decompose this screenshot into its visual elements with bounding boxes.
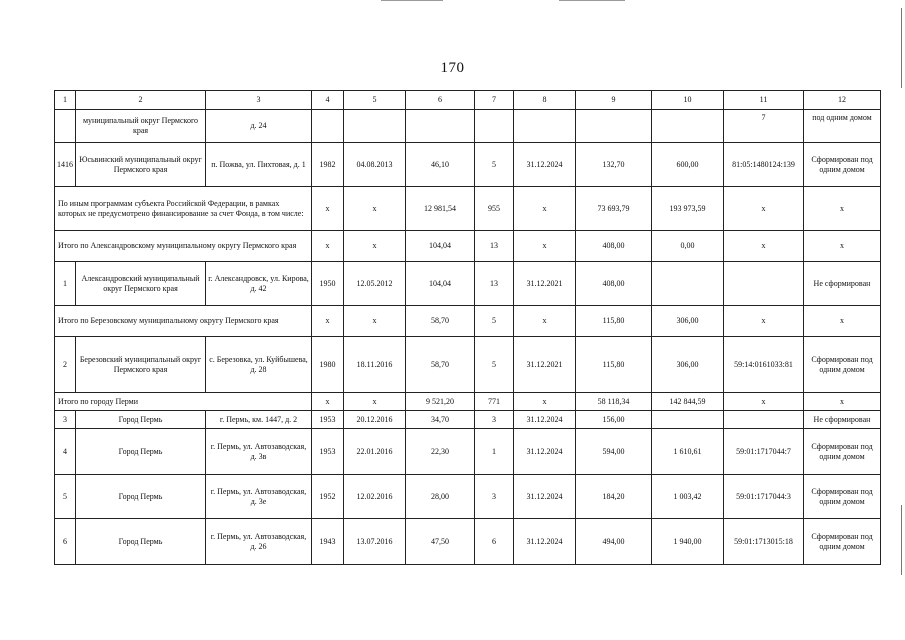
cell-c4: 1953 [312,411,344,429]
cell-c6: 58,70 [406,306,475,337]
cell-c11: 59:01:1717044:7 [724,429,804,475]
cell-c5: x [344,306,406,337]
cell-c7 [475,110,514,143]
cell-c12: x [804,306,881,337]
cell-c1: 2 [55,337,76,393]
cell-c4: 1950 [312,262,344,306]
cell-c5 [344,110,406,143]
cell-c2: Город Пермь [76,429,206,475]
table-row [55,411,881,429]
cell-c8: 31.12.2024 [514,519,576,565]
cell-c2: Город Пермь [76,519,206,565]
cell-c6 [406,110,475,143]
cell-c6: 22,30 [406,429,475,475]
cell-c9: 594,00 [576,429,652,475]
header-cell: 3 [206,91,312,110]
cell-c11: 59:14:0161033:81 [724,337,804,393]
cell-c6: 47,50 [406,519,475,565]
cell-c6: 104,04 [406,231,475,262]
cell-c1: 3 [55,411,76,429]
cell-c11: 59:01:1713015:18 [724,519,804,565]
cell-c3: п. Пожва, ул. Пихтовая, д. 1 [206,143,312,187]
cell-c11 [724,262,804,306]
data-table [54,90,881,565]
cell-c7: 955 [475,187,514,231]
summary-row [55,187,881,231]
cell-c12: Сформирован под одним домом [804,143,881,187]
cell-c9: 494,00 [576,519,652,565]
cell-c12: Не сформирован [804,411,881,429]
cell-c7: 3 [475,411,514,429]
cell-c1: 1416 [55,143,76,187]
header-cell: 12 [804,91,881,110]
cell-c11 [724,411,804,429]
cell-c10: 142 844,59 [652,393,724,411]
cell-label: По иным программам субъекта Российской Федерации, в рамках которых не предусмотрено финансирование за счет Фонда, в том числе: [55,187,312,231]
table-row [55,429,881,475]
cell-c3: г. Пермь, ул. Автозаводская, д. 3е [206,475,312,519]
scan-edge-line-left [381,0,443,1]
cell-c11: x [724,231,804,262]
cell-c8: 31.12.2024 [514,143,576,187]
cell-c8: 31.12.2021 [514,337,576,393]
cell-c5: x [344,231,406,262]
cell-c5: 18.11.2016 [344,337,406,393]
table-row [55,110,881,143]
header-cell: 2 [76,91,206,110]
cell-c11: 59:01:1717044:3 [724,475,804,519]
cell-c7: 13 [475,262,514,306]
cell-c8: x [514,306,576,337]
cell-c8: 31.12.2024 [514,429,576,475]
cell-c2: Юсьвинский муниципальный округ Пермского края [76,143,206,187]
cell-c9: 58 118,34 [576,393,652,411]
cell-c2: Город Пермь [76,475,206,519]
cell-c4: 1943 [312,519,344,565]
cell-c12: x [804,231,881,262]
table-row [55,519,881,565]
cell-c8: 31.12.2021 [514,262,576,306]
cell-c4: 1952 [312,475,344,519]
cell-c4: x [312,306,344,337]
cell-c10: 600,00 [652,143,724,187]
cell-c3: г. Пермь, ул. Автозаводская, д. 3в [206,429,312,475]
cell-c5: 22.01.2016 [344,429,406,475]
cell-c5: 12.05.2012 [344,262,406,306]
cell-c7: 6 [475,519,514,565]
header-row [55,91,881,110]
header-cell: 11 [724,91,804,110]
cell-c5: 12.02.2016 [344,475,406,519]
table-row [55,475,881,519]
cell-c10: 1 003,42 [652,475,724,519]
cell-c1 [55,110,76,143]
cell-c5: x [344,393,406,411]
table-body [55,91,881,565]
cell-c4: x [312,187,344,231]
cell-c8: x [514,393,576,411]
summary-row [55,393,881,411]
cell-c9: 73 693,79 [576,187,652,231]
cell-c7: 5 [475,306,514,337]
scan-edge-line-right [559,0,625,1]
cell-c8 [514,110,576,143]
cell-c6: 9 521,20 [406,393,475,411]
cell-c9: 115,80 [576,337,652,393]
cell-c2: муниципальный округ Пермского края [76,110,206,143]
cell-c12: Сформирован под одним домом [804,519,881,565]
cell-c12: Сформирован под одним домом [804,429,881,475]
cell-c12: Сформирован под одним домом [804,337,881,393]
header-cell: 5 [344,91,406,110]
cell-c9: 408,00 [576,262,652,306]
cell-c6: 28,00 [406,475,475,519]
cell-c5: 20.12.2016 [344,411,406,429]
cell-label: Итого по Березовскому муниципальному округу Пермского края [55,306,312,337]
cell-c10: 0,00 [652,231,724,262]
cell-c10 [652,411,724,429]
cell-c9: 408,00 [576,231,652,262]
cell-c6: 12 981,54 [406,187,475,231]
cell-c11: 7 [724,110,804,143]
cell-c4: x [312,231,344,262]
cell-c4: x [312,393,344,411]
scan-edge-mark-lower [901,505,902,575]
cell-c5: x [344,187,406,231]
cell-c11: 81:05:1480124:139 [724,143,804,187]
cell-c1: 6 [55,519,76,565]
summary-row [55,231,881,262]
cell-c7: 5 [475,143,514,187]
cell-c1: 1 [55,262,76,306]
cell-label: Итого по городу Перми [55,393,312,411]
header-cell: 4 [312,91,344,110]
cell-label: Итого по Александровскому муниципальному округу Пермского края [55,231,312,262]
cell-c8: 31.12.2024 [514,475,576,519]
cell-c10 [652,262,724,306]
cell-c11: x [724,393,804,411]
cell-c8: x [514,187,576,231]
cell-c10: 1 610,61 [652,429,724,475]
cell-c10 [652,110,724,143]
table-row [55,262,881,306]
cell-c4 [312,110,344,143]
cell-c7: 3 [475,475,514,519]
header-cell: 9 [576,91,652,110]
cell-c3: д. 24 [206,110,312,143]
cell-c4: 1980 [312,337,344,393]
cell-c6: 34,70 [406,411,475,429]
cell-c11: x [724,306,804,337]
cell-c7: 1 [475,429,514,475]
cell-c4: 1953 [312,429,344,475]
cell-c5: 13.07.2016 [344,519,406,565]
cell-c11: x [724,187,804,231]
cell-c5: 04.08.2013 [344,143,406,187]
cell-c3: г. Пермь, км. 1447, д. 2 [206,411,312,429]
cell-c12: x [804,393,881,411]
cell-c3: г. Александровск, ул. Кирова, д. 42 [206,262,312,306]
cell-c7: 5 [475,337,514,393]
cell-c7: 13 [475,231,514,262]
table-row [55,143,881,187]
cell-c1: 4 [55,429,76,475]
cell-c7: 771 [475,393,514,411]
summary-row [55,306,881,337]
cell-c12: под одним домом [804,110,881,143]
cell-c9: 115,80 [576,306,652,337]
header-cell: 7 [475,91,514,110]
cell-c6: 58,70 [406,337,475,393]
table-row [55,337,881,393]
cell-c3: г. Пермь, ул. Автозаводская, д. 26 [206,519,312,565]
cell-c10: 1 940,00 [652,519,724,565]
header-cell: 8 [514,91,576,110]
cell-c10: 306,00 [652,306,724,337]
cell-c3: с. Березовка, ул. Куйбышева, д. 28 [206,337,312,393]
header-cell: 6 [406,91,475,110]
cell-c8: x [514,231,576,262]
header-cell: 10 [652,91,724,110]
cell-c9: 156,00 [576,411,652,429]
cell-c8: 31.12.2024 [514,411,576,429]
header-cell: 1 [55,91,76,110]
cell-c2: Александровский муниципальный округ Пермского края [76,262,206,306]
cell-c10: 193 973,59 [652,187,724,231]
cell-c9: 184,20 [576,475,652,519]
cell-c1: 5 [55,475,76,519]
cell-c10: 306,00 [652,337,724,393]
cell-c9: 132,70 [576,143,652,187]
cell-c6: 104,04 [406,262,475,306]
page-number: 170 [440,60,465,76]
cell-c12: x [804,187,881,231]
cell-c9 [576,110,652,143]
cell-c12: Сформирован под одним домом [804,475,881,519]
cell-c2: Город Пермь [76,411,206,429]
cell-c4: 1982 [312,143,344,187]
cell-c6: 46,10 [406,143,475,187]
cell-c12: Не сформирован [804,262,881,306]
cell-c2: Березовский муниципальный округ Пермского края [76,337,206,393]
